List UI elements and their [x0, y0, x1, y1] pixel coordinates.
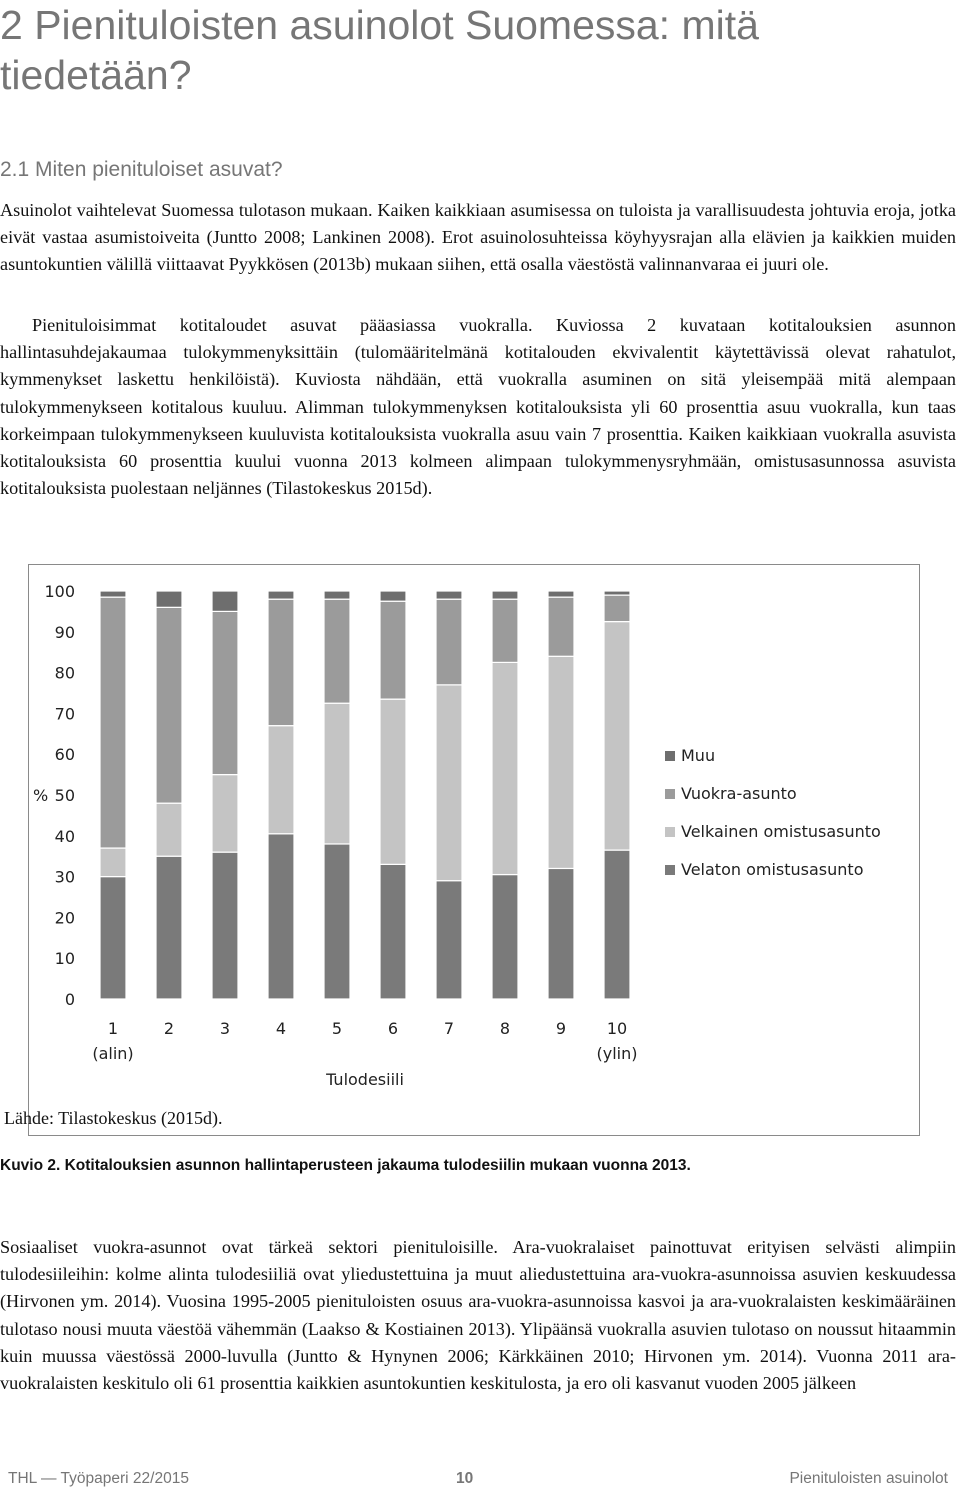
- x-tick-label: 2: [163, 1019, 175, 1038]
- bar-segment: [380, 864, 406, 999]
- legend-label: Muu: [681, 746, 716, 765]
- figure-source: Lähde: Tilastokeskus (2015d).: [4, 1108, 223, 1128]
- bar-segment: [156, 607, 182, 803]
- y-tick-label: 20: [54, 908, 75, 928]
- bar-segment: [604, 595, 630, 622]
- y-tick-label: 30: [54, 867, 75, 887]
- x-tick-label: 1: [107, 1019, 119, 1038]
- bar-segment: [380, 601, 406, 699]
- paragraph-3: Sosiaaliset vuokra-asunnot ovat tärkeä sektori pienituloisille. Ara-vuokralaiset painottuvat erityisen selvästi alimpiin tulodesiileihin: kolme alinta tulodesiiliä ovat yliedustettuina ja muut aliedustettuina ara-vuokra-asunnoissa asuvien keskuudessa (Hirvonen ym. 2014). Vuosina 1995-2005 pienituloisten osuus ara-vuokra-asunnoissa kasvoi ja ara-vuokralaisten keskimääräinen tulotaso nousi muuta väestöä vähemmän (Laakso & Kostiainen 2013). Ylipäänsä vuokralla asuvien tulotaso on noussut hitaammin kuin muussa väestössä 2000-luvulla (Juntto & Hynynen 2006; Kärkkäinen 2010; Hirvonen ym. 2014). Vuonna 2011 ara-vuokralaisten keskitulo oli 61 prosenttia kaikkien asuntokuntien keskitulosta, ja ero oli kasvanut vuoden 2005 jälkeen: [0, 1237, 956, 1394]
- bar-segment: [212, 611, 238, 774]
- x-tick-label: 7: [443, 1019, 455, 1038]
- paragraph-1: Asuinolot vaihtelevat Suomessa tulotason mukaan. Kaiken kaikkiaan asumisessa on tuloista ja varallisuudesta johtuvia eroja, jotka eivät vastaa asumistoiveita (Juntto 2008; Lankinen 2008). Erot asuinolosuhteissa köyhyysrajan alla elävien ja kaikkien muiden asuntokuntien välillä viittaavat Pyykkösen (2013b) mukaan siihen, että osalla väestöstä valinnanvaraa ei juuri ole.: [0, 200, 956, 275]
- chart-figure: [28, 564, 920, 1136]
- y-tick-label: 70: [54, 704, 75, 724]
- y-axis-label: %: [33, 786, 49, 805]
- bar-segment: [324, 844, 350, 999]
- bar-segment: [212, 852, 238, 999]
- chapter-heading: [0, 0, 960, 100]
- bar-segment: [156, 856, 182, 999]
- bar-segment: [436, 599, 462, 685]
- x-tick-sublabel: (alin): [92, 1044, 134, 1063]
- chapter-heading-line1: 2 Pienituloisten asuinolot Suomessa: mitä: [0, 2, 759, 48]
- y-tick-label: 40: [54, 826, 75, 846]
- figure-caption: Kuvio 2. Kotitalouksien asunnon hallintaperusteen jakauma tulodesiilin mukaan vuonna 2013.: [0, 1157, 691, 1174]
- legend-swatch: [665, 789, 675, 799]
- bar-segment: [324, 703, 350, 844]
- bar-segment: [548, 868, 574, 999]
- y-tick-label: 50: [54, 786, 75, 805]
- x-tick-label: 4: [275, 1019, 287, 1038]
- x-tick-sublabel: (ylin): [596, 1044, 638, 1063]
- bar-segment: [436, 591, 462, 599]
- y-tick-label: 80: [54, 663, 75, 683]
- bar-segment: [156, 803, 182, 856]
- stacked-bar-chart: [29, 565, 919, 1135]
- bar-segment: [492, 591, 518, 599]
- legend-label: Velkainen omistusasunto: [681, 822, 881, 841]
- bar-segment: [324, 591, 350, 599]
- y-tick-label: 0: [64, 990, 75, 1009]
- bar-segment: [604, 622, 630, 850]
- section-heading: 2.1 Miten pienituloiset asuvat?: [0, 158, 283, 181]
- bar-segment: [492, 662, 518, 874]
- bar-segment: [100, 597, 126, 848]
- bar-segment: [100, 877, 126, 999]
- legend-swatch: [665, 865, 675, 875]
- bar-segment: [492, 599, 518, 662]
- bar-segment: [548, 591, 574, 597]
- bar-segment: [492, 875, 518, 999]
- x-tick-label: 6: [387, 1019, 399, 1038]
- bar-segment: [212, 775, 238, 853]
- bar-segment: [324, 599, 350, 703]
- x-tick-label: 3: [219, 1019, 231, 1038]
- x-tick-label: 5: [331, 1019, 343, 1038]
- x-axis-label: Tulodesiili: [326, 1070, 404, 1089]
- x-tick-label: 10: [606, 1019, 628, 1038]
- bar-segment: [604, 850, 630, 999]
- legend-label: Vuokra-asunto: [681, 784, 797, 803]
- bar-segment: [548, 597, 574, 656]
- legend-swatch: [665, 827, 675, 837]
- bar-segment: [436, 685, 462, 881]
- bar-segment: [380, 699, 406, 864]
- bar-segment: [212, 591, 238, 611]
- bar-segment: [604, 591, 630, 595]
- bar-segment: [380, 591, 406, 601]
- bar-segment: [268, 834, 294, 999]
- footer-title: Pienituloisten asuinolot: [789, 1470, 948, 1487]
- page-number: 10: [456, 1470, 474, 1487]
- bar-segment: [548, 656, 574, 868]
- paragraph-2: Pienituloisimmat kotitaloudet asuvat pääasiassa vuokralla. Kuviossa 2 kuvataan kotitalouksien asunnon hallintasuhdejakaumaa tulokymmenyksittäin (tulomääritelmänä kotitalouden ekvivalentit käytettävissä olevat rahatulot, kymmenykset laskettu henkilöistä). Kuviosta nähdään, että vuokralla asuminen on sitä yleisempää mitä alempaan tulokymmenykseen kotitalous kuuluu. Alimman tulokymmenyksen kotitalouksista yli 60 prosenttia asuu vuokralla, kun taas korkeimpaan tulokymmenykseen kuuluvista kotitalouksista vuokralla asuu vain 7 prosenttia. Kaiken kaikkiaan vuokralla asuvista kotitalouksista 60 prosenttia kuului vuonna 2013 kolmeen alimpaan tulokymmenysryhmään, omistusasunnossa asuvista kotitalouksista puolestaan neljännes (Tilastokeskus 2015d).: [0, 315, 956, 499]
- y-tick-label: 100: [44, 582, 75, 601]
- legend-swatch: [665, 751, 675, 761]
- footer-publication: THL — Työpaperi 22/2015: [8, 1470, 189, 1487]
- bar-segment: [156, 591, 182, 607]
- bar-segment: [268, 591, 294, 599]
- bar-segment: [436, 881, 462, 999]
- chapter-heading-line2: tiedetään?: [0, 52, 192, 98]
- page-footer: [8, 1470, 948, 1490]
- bar-segment: [100, 848, 126, 877]
- x-tick-label: 9: [555, 1019, 567, 1038]
- y-tick-label: 60: [54, 745, 75, 765]
- bar-segment: [268, 599, 294, 725]
- x-tick-label: 8: [499, 1019, 511, 1038]
- legend-label: Velaton omistusasunto: [681, 860, 864, 879]
- bar-segment: [268, 726, 294, 834]
- y-tick-label: 10: [54, 949, 75, 969]
- y-tick-label: 90: [54, 622, 75, 642]
- bar-segment: [100, 591, 126, 597]
